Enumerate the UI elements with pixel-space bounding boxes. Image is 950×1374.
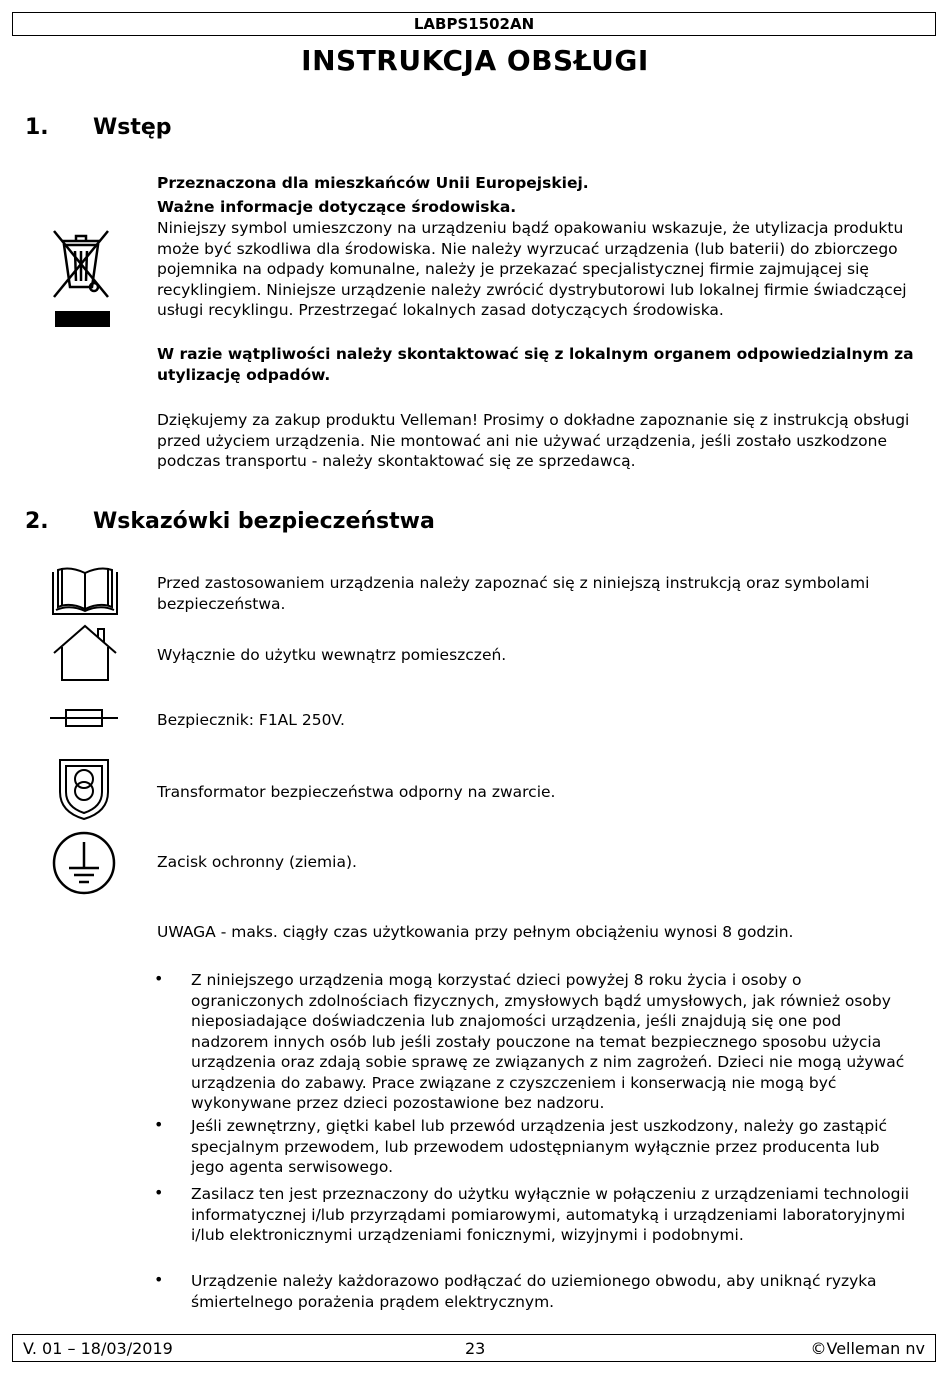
- footer-version: V. 01 – 18/03/2019: [23, 1339, 173, 1358]
- bullet-marker: •: [154, 1115, 164, 1134]
- bullet-item: Zasilacz ten jest przeznaczony do użytku wyłącznie w połączeniu z urządzeniami technologii informatycznej i/lub przyrządami pomiarowymi, automatyką i urządzeniami laboratoryjnymi i/lub elektronicznymi urządzeniami fonicznymi, wizyjnymi i podobnymi.: [191, 1185, 910, 1244]
- safety-transformer-icon: [56, 756, 112, 822]
- weee-crossed-bin-icon: [48, 225, 116, 331]
- symbol-indoor-text: Wyłącznie do użytku wewnątrz pomieszczeń.: [157, 646, 507, 664]
- footer-copyright: ©Velleman nv: [810, 1339, 925, 1358]
- page-footer: [12, 1334, 936, 1362]
- bullet-marker: •: [154, 969, 164, 988]
- manual-book-icon: [50, 564, 120, 618]
- page-title: INSTRUKCJA OBSŁUGI: [301, 44, 649, 77]
- disposal-paragraph: Niniejszy symbol umieszczony na urządzeniu bądź opakowaniu wskazuje, że utylizacja produktu może być szkodliwa dla środowiska. Nie należy wyrzucać urządzenia (lub baterii) do zbiorczego pojemnika na odpady komunalne, należy je przekazać specjalistycznej firmie zajmującej się recyklingiem. Niniejsze urządzenie należy zwrócić dystrybutorowi lub lokalnej firmie świadczącej usługi recyklingu. Przestrzegać lokalnych zasad dotyczących środowiska.: [157, 219, 907, 319]
- bullet-item: Urządzenie należy każdorazowo podłączać do uziemionego obwodu, aby uniknąć ryzyka śmiertelnego porażenia prądem elektrycznym.: [191, 1272, 877, 1311]
- symbol-earth-text: Zacisk ochronny (ziemia).: [157, 853, 357, 871]
- protective-earth-icon: [51, 830, 117, 896]
- fuse-icon: [48, 706, 120, 730]
- symbol-manual-text: Przed zastosowaniem urządzenia należy zapoznać się z niniejszą instrukcją oraz symbolami bezpieczeństwa.: [157, 574, 870, 613]
- section-1-heading: Wstęp: [93, 115, 172, 140]
- thank-you-paragraph: Dziękujemy za zakup produktu Velleman! Prosimy o dokładne zapoznanie się z instrukcją obsługi przed użyciem urządzenia. Nie montować ani nie używać urządzenia, jeśli zostało uszkodzone podczas transportu - należy skontaktować się ze sprzedawcą.: [157, 411, 910, 470]
- section-2-number: 2.: [25, 509, 49, 534]
- section-1-number: 1.: [25, 115, 49, 140]
- section-2-heading: Wskazówki bezpieczeństwa: [93, 509, 435, 534]
- environment-info-heading: Ważne informacje dotyczące środowiska.: [157, 198, 517, 216]
- eu-residents-notice: Przeznaczona dla mieszkańców Unii Europejskiej.: [157, 174, 589, 192]
- continuous-use-warning: UWAGA - maks. ciągły czas użytkowania przy pełnym obciążeniu wynosi 8 godzin.: [157, 923, 794, 941]
- document-header-model: LABPS1502AN: [12, 12, 936, 36]
- indoor-house-icon: [50, 623, 120, 683]
- symbol-transformer-text: Transformator bezpieczeństwa odporny na zwarcie.: [157, 783, 556, 801]
- bullet-item: Jeśli zewnętrzny, giętki kabel lub przewód urządzenia jest uszkodzony, należy go zastąpić specjalnym przewodem, lub przewodem udostępnianym wyłącznie przez producenta lub jego agenta serwisowego.: [191, 1117, 888, 1176]
- bullet-marker: •: [154, 1270, 164, 1289]
- bullet-item: Z niniejszego urządzenia mogą korzystać dzieci powyżej 8 roku życia i osoby o ograniczonych zdolnościach fizycznych, zmysłowych bądź umysłowych, jak również osoby nieposiadające doświadczenia lub znajomości urządzenia, jeśli znajdują się one pod nadzorem innych osób lub jeśli zostały pouczone na temat bezpiecznego sposobu użycia urządzenia oraz zdają sobie sprawę ze związanych z nim zagrożeń. Dzieci nie mogą używać urządzenia do zabawy. Prace związane z czyszczeniem i konserwacją nie mogą być wykonywane przez dzieci pozostawione bez nadzoru.: [191, 971, 905, 1112]
- bullet-marker: •: [154, 1183, 164, 1202]
- footer-page-number: 23: [465, 1339, 486, 1358]
- contact-authority-notice: W razie wątpliwości należy skontaktować się z lokalnym organem odpowiedzialnym za utylizację odpadów.: [157, 345, 914, 384]
- symbol-fuse-text: Bezpiecznik: F1AL 250V.: [157, 711, 345, 729]
